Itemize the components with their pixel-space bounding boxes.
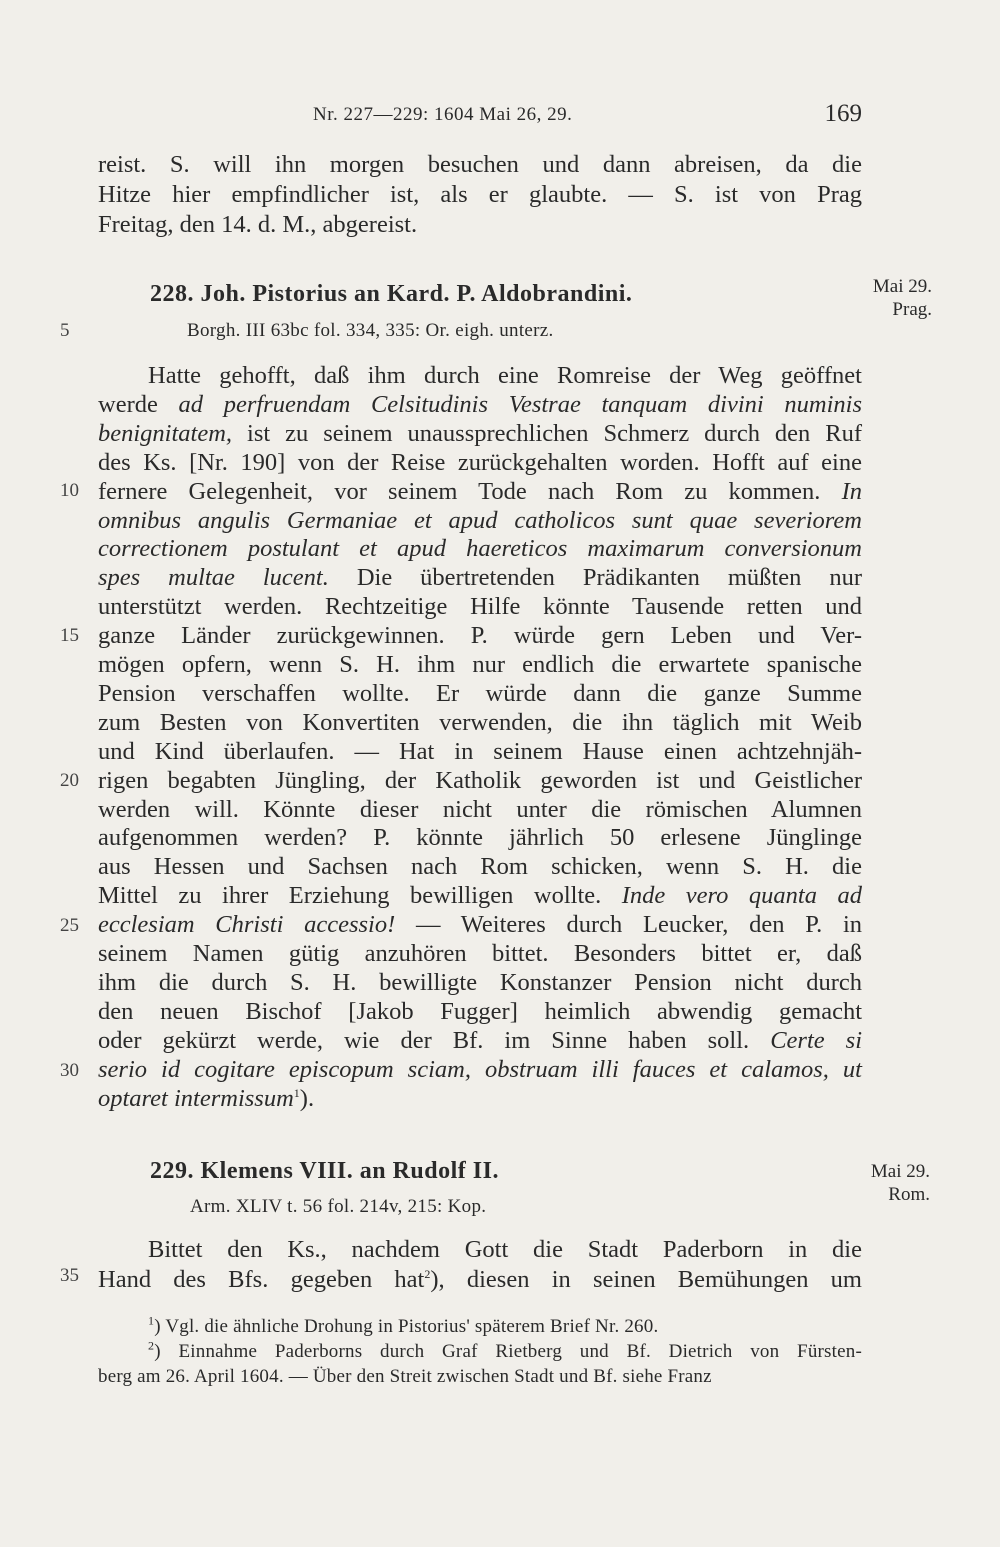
text-run: Die übertretenden Prädikanten müßten nur bbox=[328, 564, 862, 592]
text-line bbox=[98, 737, 862, 767]
running-title: Nr. 227—229: 1604 Mai 26, 29. bbox=[313, 104, 573, 125]
text-run: oder gekürzt werde, wie der Bf. im Sinne haben soll. bbox=[98, 1026, 771, 1054]
text-line bbox=[98, 1026, 862, 1056]
doc-228-heading bbox=[150, 281, 632, 308]
text-run: ganze Länder zurückgewinnen. P. würde gern Leben und Ver- bbox=[98, 622, 862, 650]
text-run: In bbox=[841, 477, 862, 505]
text-line bbox=[148, 361, 862, 391]
line-number: 25 bbox=[60, 915, 79, 936]
text-run: aus Hessen und Sachsen nach Rom schicken, wenn S. H. die bbox=[98, 853, 862, 881]
text-line bbox=[98, 1055, 862, 1085]
text-line bbox=[98, 1265, 862, 1295]
text-run: optaret intermissum bbox=[98, 1084, 294, 1112]
text-run: ), diesen in seinen Bemühungen um bbox=[430, 1266, 862, 1293]
text-run: mögen opfern, wenn S. H. ihm nur endlich die erwartete spanische bbox=[98, 651, 862, 678]
text-run: Hatte gehofft, daß ihm durch eine Romreise der Weg geöffnet bbox=[148, 362, 862, 389]
line-number: 15 bbox=[60, 625, 79, 646]
text-run: Hand des Bfs. gegeben hat bbox=[98, 1266, 425, 1293]
line-number: 30 bbox=[60, 1060, 79, 1081]
text-line bbox=[98, 506, 862, 536]
line-number: 35 bbox=[60, 1265, 79, 1286]
text-run: Pension verschaffen wollte. Er würde dann die ganze Summe bbox=[98, 679, 862, 707]
text-run: ). bbox=[299, 1084, 315, 1112]
text-line bbox=[98, 621, 862, 651]
text-run: unterstützt werden. Rechtzeitige Hilfe könnte Tausende retten und bbox=[98, 593, 862, 621]
text-run: rigen begabten Jüngling, der Katholik geworden ist und Geistlicher bbox=[98, 766, 862, 794]
text-run: omnibus angulis Germaniae et apud catholicos sunt quae severiorem bbox=[98, 506, 862, 534]
text-run: Mittel zu ihrer Erziehung bewilligen wollte. bbox=[98, 882, 622, 910]
text-line bbox=[148, 1235, 862, 1265]
text-line bbox=[98, 795, 862, 825]
text-line: reist. S. will ihn morgen besuchen und dann abreisen, da die bbox=[98, 151, 862, 178]
text-line bbox=[98, 563, 862, 593]
text-line bbox=[98, 997, 862, 1027]
text-run: ad perfruendam Celsitudinis Vestrae tanquam divini numinis bbox=[178, 390, 862, 418]
margin-date: Mai 29. bbox=[870, 1161, 930, 1182]
text-line bbox=[98, 650, 862, 680]
line-number: 10 bbox=[60, 480, 79, 501]
text-line bbox=[98, 477, 862, 507]
doc-228-title: Joh. Pistorius an Kard. P. Aldobrandini. bbox=[200, 281, 633, 307]
text-run: werde bbox=[98, 390, 179, 418]
text-line bbox=[98, 881, 862, 911]
doc-228-number: 228. bbox=[150, 281, 194, 307]
text-line bbox=[98, 448, 862, 478]
text-line bbox=[98, 968, 862, 998]
text-run: spes multae lucent. bbox=[98, 564, 329, 592]
text-run: ecclesiam Christi accessio! bbox=[98, 911, 396, 939]
text-line bbox=[98, 910, 862, 940]
text-line: Hitze hier empfindlicher ist, als er glaubte. — S. ist von Prag bbox=[98, 181, 862, 208]
text-run: zum Besten von Konvertiten verwenden, die ihn täglich mit Weib bbox=[98, 708, 862, 736]
text-run: aufgenommen werden? P. könnte jährlich 50 erlesene Jünglinge bbox=[98, 824, 862, 852]
line-number: 20 bbox=[60, 770, 79, 791]
footnote-ref: 2 bbox=[148, 1338, 155, 1353]
text-line bbox=[98, 419, 862, 449]
text-run: benignitatem, bbox=[98, 419, 233, 447]
text-run: ist zu seinem unaussprechlichen Schmerz durch den Ruf bbox=[232, 419, 862, 447]
doc-229-heading bbox=[150, 1158, 499, 1185]
footnote bbox=[148, 1315, 862, 1339]
text-run: werden will. Könnte dieser nicht unter die römischen Alumnen bbox=[98, 795, 862, 823]
footnote bbox=[98, 1365, 862, 1389]
text-run: ) Einnahme Paderborns durch Graf Rietberg und Bf. Dietrich von Fürsten- bbox=[154, 1341, 862, 1362]
text-line: Freitag, den 14. d. M., abgereist. bbox=[98, 211, 418, 238]
text-run: Certe si bbox=[770, 1026, 862, 1054]
text-run: ) Vgl. die ähnliche Drohung in Pistorius' späterem Brief Nr. 260. bbox=[154, 1316, 659, 1337]
doc-229-source: Arm. XLIV t. 56 fol. 214v, 215: Kop. bbox=[190, 1196, 487, 1217]
text-run: fernere Gelegenheit, vor seinem Tode nach Rom zu kommen. bbox=[98, 477, 842, 505]
text-run: und Kind überlaufen. — Hat in seinem Hause einen achtzehnjäh- bbox=[98, 737, 862, 765]
text-run: correctionem postulant et apud haereticos maximarum conversionum bbox=[98, 535, 862, 563]
footnote-ref: 1 bbox=[293, 1085, 300, 1100]
text-run: seinem Namen gütig anzuhören bittet. Besonders bittet er, daß bbox=[98, 940, 862, 967]
page-number: 169 bbox=[824, 100, 862, 127]
text-run: ihm die durch S. H. bewilligte Konstanzer Pension nicht durch bbox=[98, 968, 862, 996]
text-run: — Weiteres durch Leucker, den P. in bbox=[395, 911, 862, 939]
text-run: den neuen Bischof [Jakob Fugger] heimlich abwendig gemacht bbox=[98, 997, 862, 1025]
footnote-ref: 2 bbox=[424, 1266, 431, 1281]
text-run: berg am 26. April 1604. — Über den Streit zwischen Stadt und Bf. siehe Franz bbox=[98, 1366, 712, 1387]
doc-229-title: Klemens VIII. an Rudolf II. bbox=[200, 1158, 499, 1184]
doc-229-margin-note bbox=[871, 1160, 930, 1206]
doc-228-source: Borgh. III 63bc fol. 334, 335: Or. eigh. unterz. bbox=[187, 320, 554, 341]
text-run: serio id cogitare episcopum sciam, obstruam illi fauces et calamos, ut bbox=[98, 1055, 862, 1083]
text-line bbox=[98, 823, 862, 853]
text-line bbox=[98, 708, 862, 738]
text-line bbox=[98, 1084, 862, 1114]
text-line bbox=[98, 390, 862, 420]
page-header bbox=[98, 100, 862, 132]
margin-date: Mai 29. bbox=[872, 276, 932, 297]
footnote bbox=[148, 1340, 862, 1364]
text-line bbox=[98, 939, 862, 969]
text-run: des Ks. [Nr. 190] von der Reise zurückgehalten worden. Hofft auf eine bbox=[98, 448, 862, 476]
margin-place: Rom. bbox=[888, 1184, 930, 1205]
text-line bbox=[98, 534, 862, 564]
text-run: Inde vero quanta ad bbox=[621, 882, 862, 910]
text-line bbox=[98, 766, 862, 796]
doc-229-number: 229. bbox=[150, 1158, 194, 1184]
text-line bbox=[98, 852, 862, 882]
margin-place: Prag. bbox=[892, 299, 932, 320]
text-run: Bittet den Ks., nachdem Gott die Stadt Paderborn in die bbox=[148, 1236, 862, 1263]
text-line bbox=[98, 592, 862, 622]
text-line bbox=[98, 679, 862, 709]
line-number: 5 bbox=[60, 320, 70, 341]
footnote-ref: 1 bbox=[148, 1313, 155, 1328]
doc-228-margin-note bbox=[873, 275, 932, 321]
